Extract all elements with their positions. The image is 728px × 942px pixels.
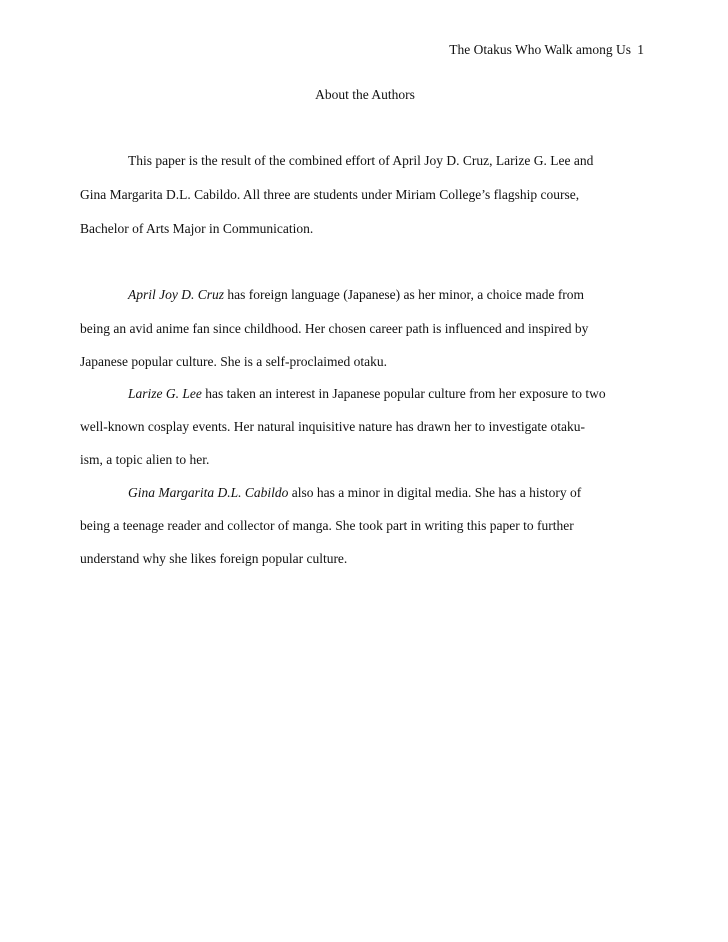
author-3-name: Gina Margarita D.L. Cabildo — [128, 485, 289, 500]
section-title: About the Authors — [315, 87, 415, 102]
author-1-line-1 — [128, 286, 584, 304]
author-3-line-2: being a teenage reader and collector of manga. She took part in writing this paper to further — [80, 518, 574, 533]
author-1-name: April Joy D. Cruz — [128, 287, 224, 302]
running-head-title: The Otakus Who Walk among Us — [449, 42, 631, 57]
author-2-line-1-text: has taken an interest in Japanese popular culture from her exposure to two — [201, 386, 606, 401]
intro-line-1: This paper is the result of the combined effort of April Joy D. Cruz, Larize G. Lee and — [128, 153, 594, 168]
page-number: 1 — [637, 42, 644, 57]
author-3-line-1 — [128, 484, 581, 502]
author-1-line-1-text: has foreign language (Japanese) as her minor, a choice made from — [224, 287, 585, 302]
author-3-line-3: understand why she likes foreign popular culture. — [80, 551, 348, 566]
intro-line-2: Gina Margarita D.L. Cabildo. All three are students under Miriam College’s flagship course, — [80, 187, 580, 202]
intro-line-3: Bachelor of Arts Major in Communication. — [80, 221, 314, 236]
author-2-line-1 — [128, 385, 606, 403]
author-2-line-2: well-known cosplay events. Her natural inquisitive nature has drawn her to investigate otaku- — [80, 419, 585, 434]
author-1-line-3: Japanese popular culture. She is a self-proclaimed otaku. — [80, 354, 388, 369]
author-2-name: Larize G. Lee — [128, 386, 202, 401]
author-2-line-3: ism, a topic alien to her. — [80, 452, 210, 467]
author-1-line-2: being an avid anime fan since childhood. Her chosen career path is influenced and inspired by — [80, 321, 589, 336]
author-3-line-1-text: also has a minor in digital media. She has a history of — [288, 485, 582, 500]
